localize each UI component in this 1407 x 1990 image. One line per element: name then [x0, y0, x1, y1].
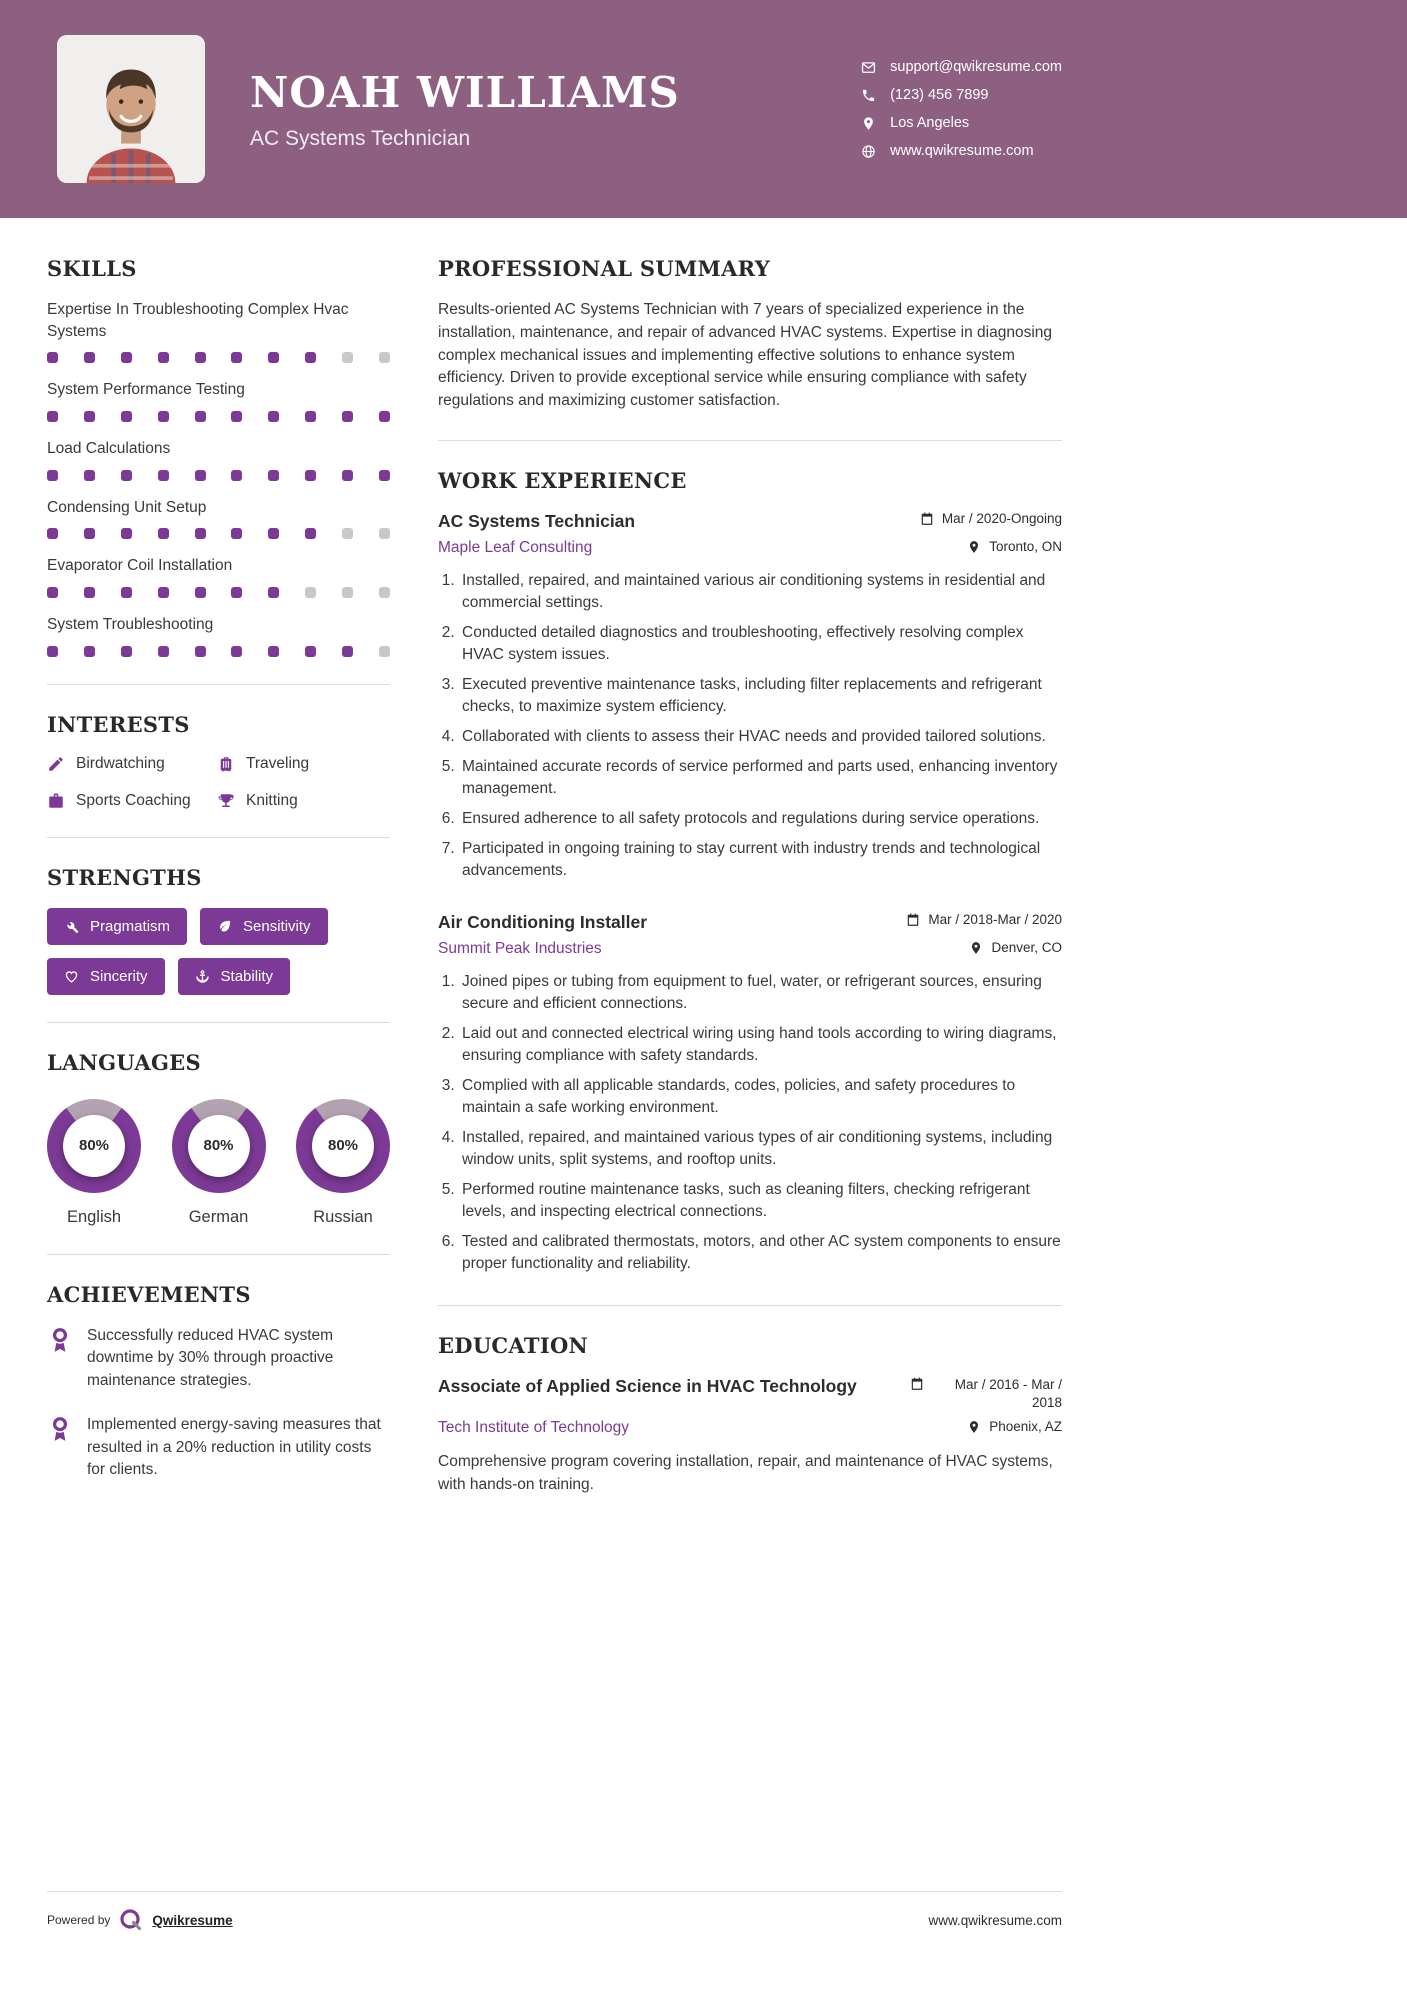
skills-list [47, 299, 390, 657]
skill-level-square [84, 528, 95, 539]
skill-level-square [158, 587, 169, 598]
interest-item [47, 792, 217, 810]
skill-level-square [379, 470, 390, 481]
skill-level-square [47, 646, 58, 657]
job-bullet: 6. Tested and calibrated thermostats, motors, and other AC system components to ensure proper functionality and reliability. [459, 1231, 1062, 1275]
email-icon [861, 60, 876, 75]
skill-level-square [231, 528, 242, 539]
skill-level-square [305, 646, 316, 657]
skill-level-indicator [47, 411, 390, 422]
header [0, 0, 1407, 218]
skill-level-square [121, 528, 132, 539]
skill-level-square [379, 411, 390, 422]
education-location-text: Phoenix, AZ [989, 1419, 1062, 1435]
sidebar [47, 256, 390, 1504]
skill-level-square [231, 470, 242, 481]
skill-item [47, 614, 390, 657]
interest-label: Knitting [246, 791, 298, 809]
qwikresume-logo [119, 1908, 143, 1932]
strength-badge [200, 908, 328, 945]
summary-heading: PROFESSIONAL SUMMARY [438, 256, 771, 281]
powered-by-block [47, 1908, 233, 1932]
job-header [438, 511, 1062, 532]
education-location [967, 1419, 1062, 1434]
summary-section [438, 256, 1062, 413]
skill-level-square [47, 411, 58, 422]
skills-section [47, 256, 390, 657]
skill-level-square [379, 587, 390, 598]
achievement-item [47, 1325, 390, 1392]
location-icon [861, 116, 876, 131]
skill-level-square [379, 528, 390, 539]
language-label: German [188, 1207, 249, 1226]
contact-item[interactable] [861, 87, 1062, 103]
languages-section [47, 1050, 390, 1227]
job-entry [438, 912, 1062, 1275]
skill-item [47, 555, 390, 598]
job-bullet: 4. Collaborated with clients to assess their HVAC needs and provided tailored solutions. [459, 726, 1062, 748]
interest-item [47, 755, 217, 773]
job-location [967, 539, 1062, 554]
footer-divider [47, 1891, 1062, 1892]
skill-item [47, 379, 390, 422]
work-experience-section [438, 468, 1062, 1275]
job-bullet: 3. Complied with all applicable standards, codes, policies, and safety procedures to maintain a safe working environment. [459, 1075, 1062, 1119]
skill-level-square [268, 352, 279, 363]
skill-label: Load Calculations [47, 440, 171, 458]
content-area [0, 218, 1407, 1891]
calendar-icon [906, 913, 920, 927]
skill-item [47, 497, 390, 540]
skill-level-square [195, 646, 206, 657]
achievement-text: Implemented energy-saving measures that resulted in a 20% reduction in utility costs for clients. [87, 1416, 381, 1479]
phone-icon [861, 88, 876, 103]
medal-icon [47, 1416, 73, 1442]
skill-level-square [47, 587, 58, 598]
skill-level-indicator [47, 352, 390, 363]
summary-text: Results-oriented AC Systems Technician with 7 years of specialized experience in the installation, maintenance, and repair of advanced HVAC systems. Expertise in diagnosing complex mechanical issues and implementing effective solutions to enhance system efficiency. Driven to provide exceptional service while ensuring compliance with safety regulations and maximizing customer satisfaction. [438, 301, 1053, 410]
languages-list [47, 1093, 390, 1227]
contact-text: www.qwikresume.com [890, 143, 1034, 159]
job-header [438, 912, 1062, 933]
strengths-list [47, 908, 390, 995]
briefcase-icon [47, 792, 65, 810]
divider [438, 1305, 1062, 1306]
interest-label: Birdwatching [76, 754, 165, 772]
calendar-icon [910, 1377, 924, 1391]
wrench-icon [64, 919, 79, 934]
company-name: Maple Leaf Consulting [438, 538, 593, 556]
skill-level-square [342, 528, 353, 539]
language-donut-hole [63, 1115, 125, 1177]
job-location-text: Denver, CO [991, 939, 1062, 955]
education-subheader [438, 1419, 1062, 1437]
location-icon [967, 1420, 981, 1434]
skill-level-square [231, 411, 242, 422]
skill-level-square [342, 352, 353, 363]
skill-level-square [268, 411, 279, 422]
divider [47, 684, 390, 685]
work-experience-heading: WORK EXPERIENCE [438, 467, 687, 493]
skill-level-square [84, 587, 95, 598]
job-bullet: 4. Installed, repaired, and maintained various types of air conditioning systems, including window units, split systems, and rooftop units. [459, 1127, 1062, 1171]
achievement-text: Successfully reduced HVAC system downtime by 30% through proactive maintenance strategies. [87, 1326, 334, 1389]
trophy-icon [217, 792, 235, 810]
job-bullet: 3. Executed preventive maintenance tasks, including filter replacements and refrigerant checks, to maximize system efficiency. [459, 674, 1062, 718]
achievements-heading: ACHIEVEMENTS [47, 1281, 251, 1307]
languages-heading: LANGUAGES [47, 1049, 201, 1075]
job-location-text: Toronto, ON [989, 538, 1062, 554]
skill-label: Expertise In Troubleshooting Complex Hvac Systems [47, 301, 349, 340]
skill-level-square [195, 470, 206, 481]
skill-level-square [379, 646, 390, 657]
skill-level-square [84, 646, 95, 657]
skill-label: Condensing Unit Setup [47, 498, 207, 516]
education-dates-text: Mar / 2016 - Mar / 2018 [954, 1376, 1062, 1411]
skill-level-square [158, 646, 169, 657]
language-donut [296, 1099, 390, 1193]
job-subheader [438, 940, 1062, 958]
language-item [296, 1099, 390, 1227]
education-dates [910, 1376, 1062, 1412]
strength-label: Sensitivity [243, 917, 311, 935]
job-dates [920, 511, 1062, 526]
skill-level-square [268, 470, 279, 481]
skill-level-square [195, 528, 206, 539]
achievements-list [47, 1325, 390, 1482]
education-description: Comprehensive program covering installation, repair, and maintenance of HVAC systems, with hands-on training. [438, 1453, 1053, 1494]
skill-level-square [47, 470, 58, 481]
skill-level-square [231, 352, 242, 363]
profile-photo-illustration [57, 35, 205, 183]
location-icon [967, 540, 981, 554]
identity-block [250, 68, 680, 151]
interest-label: Traveling [246, 754, 310, 772]
qwikresume-brand-link[interactable]: Qwikresume [152, 1912, 233, 1928]
strength-label: Stability [220, 967, 274, 985]
profile-photo [57, 35, 205, 183]
globe-icon [861, 144, 876, 159]
strength-badge [178, 958, 291, 995]
language-label: Russian [313, 1207, 373, 1226]
contact-item[interactable] [861, 115, 1062, 131]
contact-item[interactable] [861, 59, 1062, 75]
language-donut-hole [312, 1115, 374, 1177]
skill-level-square [195, 352, 206, 363]
skill-level-square [342, 587, 353, 598]
interests-heading: INTERESTS [47, 711, 190, 737]
skill-level-square [195, 411, 206, 422]
skill-level-square [268, 646, 279, 657]
skill-level-square [195, 587, 206, 598]
skill-level-square [158, 352, 169, 363]
luggage-icon [217, 755, 235, 773]
strength-label: Pragmatism [90, 917, 171, 935]
skill-level-square [305, 528, 316, 539]
skill-item [47, 438, 390, 481]
education-heading: EDUCATION [438, 1332, 589, 1358]
education-header [438, 1376, 1062, 1412]
footer [0, 1891, 1407, 1990]
skill-level-square [305, 352, 316, 363]
contact-text: Los Angeles [890, 115, 970, 131]
skill-level-square [121, 352, 132, 363]
job-dates-text: Mar / 2018-Mar / 2020 [928, 911, 1062, 927]
skill-level-square [47, 352, 58, 363]
achievement-item [47, 1414, 390, 1481]
job-dates [906, 912, 1062, 927]
strengths-heading: STRENGTHS [47, 864, 202, 890]
strength-badge [47, 908, 187, 945]
job-title: Air Conditioning Installer [438, 911, 648, 932]
powered-by-label: Powered by [47, 1913, 111, 1927]
skill-level-indicator [47, 470, 390, 481]
skill-label: System Performance Testing [47, 381, 245, 399]
job-bullet: 7. Participated in ongoing training to stay current with industry trends and technological advancements. [459, 838, 1062, 882]
job-bullet: 2. Conducted detailed diagnostics and troubleshooting, effectively resolving complex HVAC system issues. [459, 622, 1062, 666]
strength-label: Sincerity [90, 967, 148, 985]
skill-label: System Troubleshooting [47, 616, 214, 634]
pen-icon [47, 755, 65, 773]
skill-level-square [84, 411, 95, 422]
company-name: Summit Peak Industries [438, 939, 602, 957]
divider [47, 1022, 390, 1023]
job-bullet: 2. Laid out and connected electrical wiring using hand tools according to wiring diagrams, ensuring compliance with safety standards. [459, 1023, 1062, 1067]
calendar-icon [920, 512, 934, 526]
skill-level-square [305, 411, 316, 422]
achievements-section [47, 1282, 390, 1482]
skill-level-square [121, 411, 132, 422]
skill-item [47, 299, 390, 363]
contact-list [861, 47, 1062, 171]
language-item [47, 1099, 141, 1227]
interest-label: Sports Coaching [76, 791, 191, 809]
job-bullet: 1. Installed, repaired, and maintained various air conditioning systems in residential and commercial settings. [459, 570, 1062, 614]
skill-level-square [342, 646, 353, 657]
job-entry [438, 511, 1062, 882]
skill-level-square [121, 646, 132, 657]
language-percent: 80% [203, 1137, 234, 1155]
degree-title: Associate of Applied Science in HVAC Technology [438, 1375, 857, 1396]
skill-level-square [84, 470, 95, 481]
job-bullet-list [438, 570, 1062, 882]
skill-level-square [231, 646, 242, 657]
strength-badge [47, 958, 165, 995]
job-bullet: 5. Performed routine maintenance tasks, such as cleaning filters, checking refrigerant levels, and inspecting electrical connections. [459, 1179, 1062, 1223]
job-subheader [438, 539, 1062, 557]
divider [438, 440, 1062, 441]
candidate-title: AC Systems Technician [250, 126, 471, 150]
skill-level-square [342, 411, 353, 422]
skill-level-indicator [47, 528, 390, 539]
contact-text: (123) 456 7899 [890, 87, 989, 103]
skill-level-square [158, 411, 169, 422]
strengths-section [47, 865, 390, 995]
skill-level-square [305, 470, 316, 481]
skill-level-square [342, 470, 353, 481]
skill-level-indicator [47, 587, 390, 598]
skill-level-indicator [47, 646, 390, 657]
language-percent: 80% [78, 1137, 110, 1155]
heart-icon [64, 969, 79, 984]
interest-item [217, 755, 390, 773]
language-donut [172, 1099, 266, 1193]
footer-row [47, 1908, 1062, 1990]
skill-level-square [305, 587, 316, 598]
skill-level-square [268, 587, 279, 598]
skill-level-square [121, 587, 132, 598]
education-section [438, 1333, 1062, 1497]
language-label: English [66, 1207, 122, 1226]
skill-level-square [84, 352, 95, 363]
skill-level-square [231, 587, 242, 598]
jobs-list [438, 511, 1062, 1275]
job-bullet: 5. Maintained accurate records of service performed and parts used, enhancing inventory management. [459, 756, 1062, 800]
leaf-icon [217, 919, 232, 934]
divider [47, 837, 390, 838]
job-dates-text: Mar / 2020-Ongoing [941, 510, 1062, 526]
skill-level-square [268, 528, 279, 539]
location-icon [969, 941, 983, 955]
divider [47, 1254, 390, 1255]
interest-item [217, 792, 390, 810]
skills-heading: SKILLS [47, 256, 137, 281]
skill-level-square [47, 528, 58, 539]
language-donut [47, 1099, 141, 1193]
skill-level-square [379, 352, 390, 363]
skill-level-square [158, 470, 169, 481]
skill-level-square [121, 470, 132, 481]
medal-icon [47, 1327, 73, 1353]
contact-item[interactable] [861, 143, 1062, 159]
skill-level-square [158, 528, 169, 539]
job-bullet: 6. Ensured adherence to all safety protocols and regulations during service operations. [459, 808, 1062, 830]
contact-text: support@qwikresume.com [890, 59, 1062, 75]
candidate-name: NOAH WILLIAMS [250, 67, 680, 117]
anchor-icon [195, 969, 210, 984]
language-item [172, 1099, 266, 1227]
job-bullet: 1. Joined pipes or tubing from equipment to fuel, water, or refrigerant sources, ensuring secure and efficient connections. [459, 971, 1062, 1015]
language-donut-hole [188, 1115, 250, 1177]
job-bullet-list [438, 971, 1062, 1275]
interests-list [47, 755, 390, 810]
language-percent: 80% [327, 1137, 359, 1155]
job-location [969, 940, 1062, 955]
school-name: Tech Institute of Technology [438, 1419, 630, 1437]
footer-site-link[interactable]: www.qwikresume.com [928, 1912, 1062, 1928]
main-column [438, 256, 1062, 1497]
skill-label: Evaporator Coil Installation [47, 557, 233, 575]
job-title: AC Systems Technician [438, 510, 636, 531]
interests-section [47, 712, 390, 810]
